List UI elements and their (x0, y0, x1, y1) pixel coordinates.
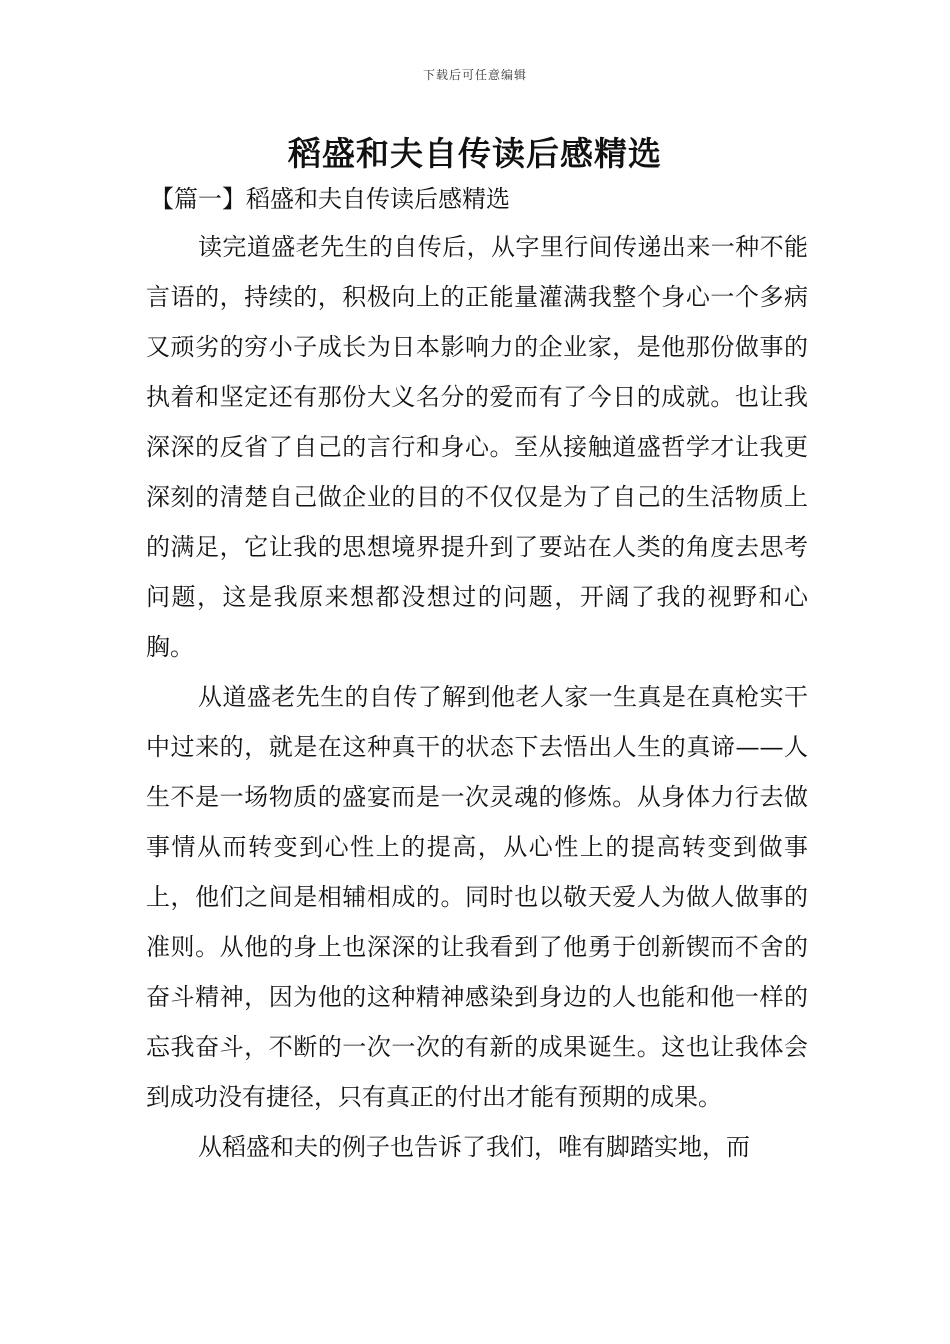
header-note: 下载后可任意编辑 (422, 68, 527, 82)
paragraph-2: 从道盛老先生的自传了解到他老人家一生真是在真枪实干中过来的，就是在这种真干的状态下去悟出人生的真谛——人生不是一场物质的盛宴而是一次灵魂的修炼。从身体力行去做事情从而转变到心性上的提高，从心性上的提高转变到做事上，他们之间是相辅相成的。同时也以敬天爱人为做人做事的准则。从他的身上也深深的让我看到了他勇于创新锲而不舍的奋斗精神，因为他的这种精神感染到身边的人也能和他一样的忘我奋斗，不断的一次一次的有新的成果诞生。这也让我体会到成功没有捷径，只有真正的付出才能有预期的成果。 (146, 683, 808, 1111)
paragraph-1: 读完道盛老先生的自传后，从字里行间传递出来一种不能言语的，持续的，积极向上的正能量灌满我整个身心一个多病又顽劣的穷小子成长为日本影响力的企业家，是他那份做事的执着和坚定还有那份大义名分的爱而有了今日的成就。也让我深深的反省了自己的言行和身心。至从接触道盛哲学才让我更深刻的清楚自己做企业的目的不仅仅是为了自己的生活物质上的满足，它让我的思想境界提升到了要站在人类的角度去思考问题，这是我原来想都没想过的问题，开阔了我的视野和心胸。 (146, 233, 808, 661)
paragraph-3: 从稻盛和夫的例子也告诉了我们，唯有脚踏实地，而 (198, 1133, 750, 1161)
section-heading: 【篇一】稻盛和夫自传读后感精选 (150, 185, 510, 213)
body-text (146, 222, 808, 1172)
document-title: 稻盛和夫自传读后感精选 (288, 134, 662, 173)
